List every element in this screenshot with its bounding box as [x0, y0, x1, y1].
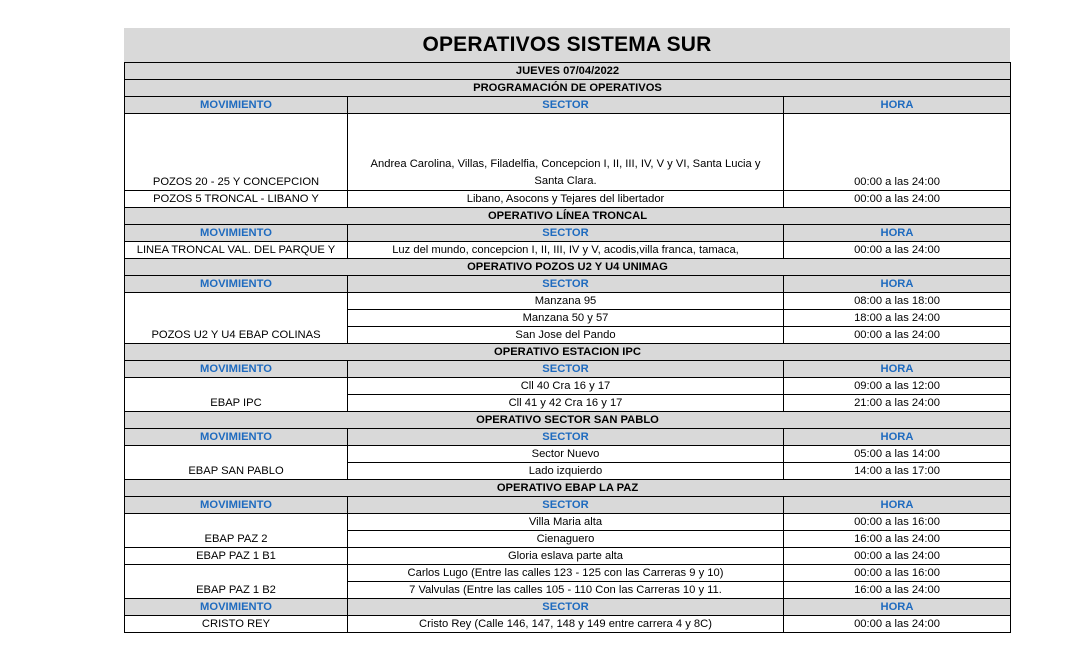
hora-cell[interactable]: 00:00 a las 16:00 [784, 514, 1011, 531]
header-movimiento[interactable]: MOVIMIENTO [125, 599, 348, 616]
sector-cell[interactable]: Villa Maria alta [348, 514, 784, 531]
header-row [125, 361, 1011, 378]
sector-cell[interactable]: Carlos Lugo (Entre las calles 123 - 125 con las Carreras 9 y 10) [348, 565, 784, 582]
sector-cell[interactable]: Manzana 95 [348, 293, 784, 310]
header-hora[interactable]: HORA [784, 276, 1011, 293]
sector-cell[interactable]: Luz del mundo, concepcion I, II, III, IV y V, acodis,villa franca, tamaca, [348, 242, 784, 259]
hora-cell[interactable]: 05:00 a las 14:00 [784, 446, 1011, 463]
header-hora[interactable]: HORA [784, 225, 1011, 242]
table-row [125, 114, 1011, 191]
sheet-title: OPERATIVOS SISTEMA SUR [124, 28, 1010, 62]
header-movimiento[interactable]: MOVIMIENTO [125, 225, 348, 242]
sector-cell[interactable]: Libano, Asocons y Tejares del libertador [348, 191, 784, 208]
movimiento-cell[interactable]: LINEA TRONCAL VAL. DEL PARQUE Y [125, 242, 348, 259]
header-hora[interactable]: HORA [784, 497, 1011, 514]
header-movimiento[interactable]: MOVIMIENTO [125, 497, 348, 514]
sector-cell[interactable]: Lado izquierdo [348, 463, 784, 480]
hora-cell[interactable]: 14:00 a las 17:00 [784, 463, 1011, 480]
section-title[interactable]: OPERATIVO LÍNEA TRONCAL [125, 208, 1011, 225]
header-row [125, 225, 1011, 242]
section-title[interactable]: OPERATIVO POZOS U2 Y U4 UNIMAG [125, 259, 1011, 276]
date-cell[interactable]: JUEVES 07/04/2022 [125, 63, 1011, 80]
section-title[interactable]: PROGRAMACIÓN DE OPERATIVOS [125, 80, 1011, 97]
sector-cell[interactable]: Cienaguero [348, 531, 784, 548]
hora-cell[interactable]: 00:00 a las 16:00 [784, 565, 1011, 582]
table-row [125, 378, 1011, 395]
movimiento-cell[interactable]: POZOS 5 TRONCAL - LIBANO Y [125, 191, 348, 208]
section-title-row [125, 259, 1011, 276]
section-title[interactable]: OPERATIVO SECTOR SAN PABLO [125, 412, 1011, 429]
section-title[interactable]: OPERATIVO EBAP LA PAZ [125, 480, 1011, 497]
sector-cell[interactable]: Gloria eslava parte alta [348, 548, 784, 565]
hora-cell[interactable]: 16:00 a las 24:00 [784, 582, 1011, 599]
header-sector[interactable]: SECTOR [348, 497, 784, 514]
hora-cell[interactable]: 18:00 a las 24:00 [784, 310, 1011, 327]
header-row [125, 599, 1011, 616]
date-row [125, 63, 1011, 80]
movimiento-cell[interactable]: EBAP PAZ 2 [125, 514, 348, 548]
hora-cell[interactable]: 00:00 a las 24:00 [784, 114, 1011, 191]
movimiento-cell[interactable]: POZOS 20 - 25 Y CONCEPCION [125, 114, 348, 191]
sector-cell[interactable]: 7 Valvulas (Entre las calles 105 - 110 Con las Carreras 10 y 11. [348, 582, 784, 599]
header-sector[interactable]: SECTOR [348, 276, 784, 293]
table-row [125, 548, 1011, 565]
section-title-row [125, 480, 1011, 497]
sector-cell[interactable]: Andrea Carolina, Villas, Filadelfia, Concepcion I, II, III, IV, V y VI, Santa Lucia y Santa Clara. [348, 114, 784, 191]
movimiento-cell[interactable]: CRISTO REY [125, 616, 348, 633]
hora-cell[interactable]: 08:00 a las 18:00 [784, 293, 1011, 310]
sector-cell[interactable]: Manzana 50 y 57 [348, 310, 784, 327]
table-row [125, 514, 1011, 531]
header-movimiento[interactable]: MOVIMIENTO [125, 276, 348, 293]
header-hora[interactable]: HORA [784, 429, 1011, 446]
header-sector[interactable]: SECTOR [348, 225, 784, 242]
header-sector[interactable]: SECTOR [348, 361, 784, 378]
header-movimiento[interactable]: MOVIMIENTO [125, 97, 348, 114]
sector-cell[interactable]: Cristo Rey (Calle 146, 147, 148 y 149 entre carrera 4 y 8C) [348, 616, 784, 633]
hora-cell[interactable]: 09:00 a las 12:00 [784, 378, 1011, 395]
hora-cell[interactable]: 21:00 a las 24:00 [784, 395, 1011, 412]
sector-cell[interactable]: Sector Nuevo [348, 446, 784, 463]
header-movimiento[interactable]: MOVIMIENTO [125, 361, 348, 378]
operations-table [124, 62, 1011, 633]
header-hora[interactable]: HORA [784, 97, 1011, 114]
movimiento-cell[interactable]: EBAP SAN PABLO [125, 446, 348, 480]
hora-cell[interactable]: 00:00 a las 24:00 [784, 616, 1011, 633]
hora-cell[interactable]: 00:00 a las 24:00 [784, 242, 1011, 259]
header-sector[interactable]: SECTOR [348, 97, 784, 114]
table-row [125, 446, 1011, 463]
movimiento-cell[interactable]: EBAP IPC [125, 378, 348, 412]
movimiento-cell[interactable]: POZOS U2 Y U4 EBAP COLINAS [125, 293, 348, 344]
sector-cell[interactable]: Cll 41 y 42 Cra 16 y 17 [348, 395, 784, 412]
sector-cell[interactable]: San Jose del Pando [348, 327, 784, 344]
hora-cell[interactable]: 00:00 a las 24:00 [784, 327, 1011, 344]
spreadsheet [124, 28, 1010, 633]
header-sector[interactable]: SECTOR [348, 429, 784, 446]
header-movimiento[interactable]: MOVIMIENTO [125, 429, 348, 446]
section-title-row [125, 80, 1011, 97]
movimiento-cell[interactable]: EBAP PAZ 1 B1 [125, 548, 348, 565]
hora-cell[interactable]: 16:00 a las 24:00 [784, 531, 1011, 548]
table-row [125, 191, 1011, 208]
hora-cell[interactable]: 00:00 a las 24:00 [784, 191, 1011, 208]
table-row [125, 565, 1011, 582]
header-row [125, 429, 1011, 446]
header-row [125, 276, 1011, 293]
section-title-row [125, 412, 1011, 429]
header-row [125, 97, 1011, 114]
table-row [125, 616, 1011, 633]
table-row [125, 242, 1011, 259]
section-title-row [125, 344, 1011, 361]
header-sector[interactable]: SECTOR [348, 599, 784, 616]
table-row [125, 293, 1011, 310]
section-title-row [125, 208, 1011, 225]
section-title[interactable]: OPERATIVO ESTACION IPC [125, 344, 1011, 361]
header-row [125, 497, 1011, 514]
header-hora[interactable]: HORA [784, 361, 1011, 378]
movimiento-cell[interactable]: EBAP PAZ 1 B2 [125, 565, 348, 599]
hora-cell[interactable]: 00:00 a las 24:00 [784, 548, 1011, 565]
sector-cell[interactable]: Cll 40 Cra 16 y 17 [348, 378, 784, 395]
header-hora[interactable]: HORA [784, 599, 1011, 616]
